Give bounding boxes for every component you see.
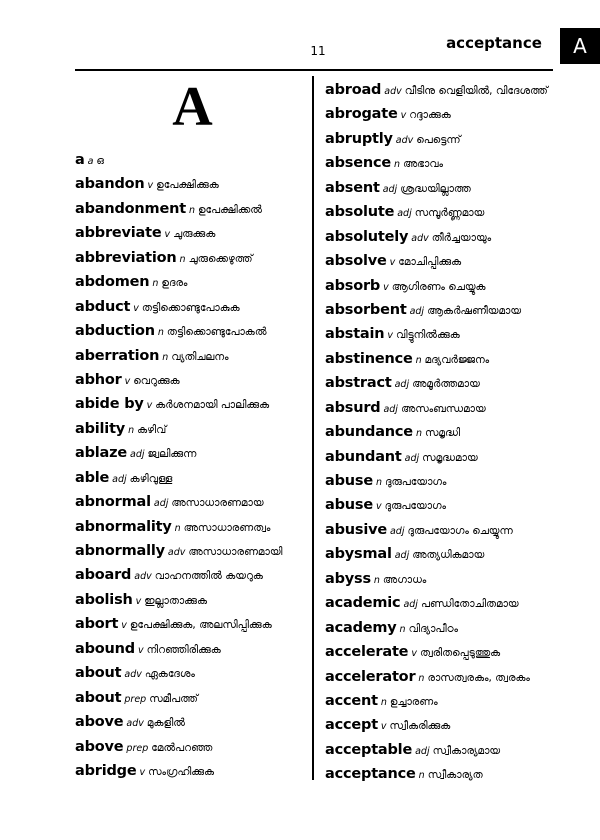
part-of-speech: n — [418, 672, 425, 684]
headword: able — [75, 469, 110, 486]
dictionary-entry — [75, 150, 307, 173]
meaning: സമൃദ്ധി — [424, 427, 461, 440]
meaning: ദുരുപയോഗം ചെയ്യുന്ന — [407, 524, 513, 537]
part-of-speech: adj — [382, 183, 398, 195]
meaning: സംഗ്രഹിക്കുക — [148, 765, 215, 778]
part-of-speech: adj — [397, 208, 412, 220]
dictionary-entry — [325, 251, 557, 274]
part-of-speech: adv — [134, 571, 152, 583]
dictionary-entry — [325, 373, 557, 396]
meaning: ഉപേക്ഷിക്കുക, അലസിപ്പിക്കുക — [129, 619, 272, 632]
dictionary-entry — [325, 447, 557, 470]
meaning: സ്വീകരിക്കുക — [389, 720, 451, 733]
part-of-speech: v — [380, 721, 387, 733]
headword: abnormality — [75, 518, 172, 535]
meaning: വ്യതിചലനം — [171, 350, 229, 363]
dictionary-entry — [75, 590, 307, 613]
headword: accelerator — [325, 668, 416, 685]
headword: academic — [325, 595, 401, 612]
meaning: വീടിനു വെളിയിൽ, വിദേശത്ത് — [404, 85, 548, 97]
dictionary-entry — [75, 492, 307, 515]
meaning: കഴിവ് — [137, 423, 167, 436]
dictionary-entry — [75, 272, 307, 295]
part-of-speech: v — [146, 400, 153, 412]
headword: abhor — [75, 371, 122, 388]
right-column — [325, 80, 557, 789]
headword: abruptly — [325, 130, 393, 147]
part-of-speech: n — [128, 424, 135, 436]
headword: absolve — [325, 253, 387, 270]
headword: abysmal — [325, 546, 392, 563]
part-of-speech: adj — [153, 498, 169, 510]
header-rule — [75, 69, 553, 71]
part-of-speech: prep — [126, 742, 149, 754]
part-of-speech: n — [179, 253, 186, 265]
headword: abridge — [75, 762, 137, 779]
meaning: കർശനമായി പാലിക്കുക — [155, 399, 270, 412]
dictionary-entry — [75, 370, 307, 393]
dictionary-entry — [325, 129, 557, 152]
dictionary-entry — [75, 639, 307, 662]
dictionary-entry — [325, 153, 557, 176]
headword: abduction — [75, 323, 155, 340]
meaning: ഒ — [96, 155, 104, 167]
headword: abnormally — [75, 543, 165, 559]
part-of-speech: n — [418, 770, 425, 782]
meaning: ഉച്ചാരണം — [389, 695, 438, 708]
part-of-speech: v — [383, 281, 389, 293]
part-of-speech: adj — [404, 452, 420, 464]
headword: a — [75, 152, 85, 168]
headword: abort — [75, 616, 119, 633]
headword: abusive — [325, 521, 387, 538]
part-of-speech: v — [411, 648, 417, 660]
headword: accelerate — [325, 644, 409, 661]
dictionary-entry — [75, 663, 307, 686]
part-of-speech: a — [87, 156, 94, 167]
column-divider — [312, 76, 314, 780]
headword: abbreviate — [75, 225, 162, 242]
part-of-speech: adv — [384, 86, 402, 97]
part-of-speech: v — [137, 644, 144, 656]
headword: abdomen — [75, 274, 150, 291]
headword: abuse — [325, 473, 373, 489]
meaning: ജ്വലിക്കുന്ന — [147, 448, 197, 461]
part-of-speech: adv — [395, 134, 414, 146]
meaning: നിറഞ്ഞിരിക്കുക — [146, 643, 221, 656]
dictionary-entry — [325, 398, 557, 421]
meaning: ഇല്ലാതാക്കുക — [144, 594, 207, 607]
headword: abduct — [75, 298, 131, 315]
headword: abrogate — [325, 106, 398, 123]
part-of-speech: n — [188, 204, 195, 216]
part-of-speech: n — [174, 522, 181, 534]
dictionary-entry — [75, 394, 307, 417]
part-of-speech: adj — [394, 550, 410, 562]
part-of-speech: v — [389, 257, 396, 269]
headword: abound — [75, 640, 135, 657]
headword: absolute — [325, 204, 395, 221]
dictionary-entry — [325, 300, 557, 323]
dictionary-entry — [325, 691, 557, 714]
part-of-speech: adj — [130, 449, 145, 461]
dictionary-entry — [75, 174, 307, 197]
meaning: തട്ടിക്കൊണ്ടുപോകുക — [141, 301, 240, 314]
meaning: അസാധാരണമായ — [171, 497, 264, 510]
headword: about — [75, 665, 122, 682]
dictionary-entry — [75, 321, 307, 344]
dictionary-entry — [75, 223, 307, 246]
headword: absence — [325, 155, 391, 172]
part-of-speech: v — [164, 229, 171, 241]
part-of-speech: v — [375, 501, 382, 513]
letter-tab: A — [560, 28, 600, 64]
headword: accent — [325, 692, 378, 709]
headword: absurd — [325, 399, 381, 416]
dictionary-entry — [75, 688, 307, 711]
part-of-speech: n — [380, 696, 387, 708]
dictionary-entry — [75, 517, 307, 540]
dictionary-entry — [75, 712, 307, 735]
dictionary-entry — [325, 202, 557, 225]
part-of-speech: adv — [411, 232, 429, 244]
dictionary-entry — [325, 324, 557, 347]
dictionary-entry — [325, 667, 557, 690]
part-of-speech: adj — [394, 379, 410, 391]
dictionary-entry — [325, 276, 557, 299]
dictionary-entry — [75, 614, 307, 637]
dictionary-entry — [75, 761, 307, 784]
meaning: അസാധാരണമായി — [188, 546, 283, 558]
meaning: വാഹനത്തിൽ കയറുക — [154, 570, 263, 583]
headword: above — [75, 738, 124, 755]
headword: abbreviation — [75, 249, 177, 266]
meaning: അമൂർത്തമായ — [412, 378, 480, 391]
part-of-speech: v — [124, 375, 131, 387]
meaning: മോചിപ്പിക്കുക — [398, 256, 462, 269]
meaning: പണ്ഡിതോചിതമായ — [420, 598, 519, 611]
dictionary-entry — [75, 297, 307, 320]
meaning: അത്യധികമായ — [412, 549, 485, 562]
headword: absent — [325, 179, 380, 196]
meaning: അഗാധം — [382, 573, 427, 586]
dictionary-entry — [325, 593, 557, 616]
meaning: ദുരുപയോഗം — [384, 500, 446, 513]
meaning: തട്ടിക്കൊണ്ടുപോകൽ — [166, 326, 267, 339]
meaning: ശ്രദ്ധയില്ലാത്ത — [400, 182, 471, 195]
part-of-speech: adj — [415, 745, 430, 757]
meaning: കഴിവുള്ള — [129, 472, 173, 485]
meaning: മുകളിൽ — [146, 717, 185, 730]
part-of-speech: v — [121, 620, 127, 632]
meaning: വെറുക്കുക — [133, 374, 180, 387]
page-number: 11 — [310, 44, 326, 58]
part-of-speech: prep — [124, 693, 147, 705]
part-of-speech: v — [139, 766, 146, 778]
dictionary-entry — [75, 468, 307, 491]
headword: aberration — [75, 347, 160, 364]
dictionary-entry — [325, 764, 557, 787]
headword: abstract — [325, 375, 392, 392]
headword: acceptance — [325, 766, 416, 783]
dictionary-entry — [325, 569, 557, 592]
part-of-speech: adj — [389, 525, 405, 537]
meaning: ചുരുക്കുക — [173, 228, 216, 241]
part-of-speech: v — [135, 595, 142, 607]
dictionary-entry — [325, 80, 557, 103]
part-of-speech: adj — [112, 473, 127, 485]
headword: abide by — [75, 396, 144, 413]
dictionary-entry — [75, 737, 307, 760]
dictionary-entry — [325, 740, 557, 763]
part-of-speech: adj — [409, 305, 425, 317]
dictionary-entry — [75, 541, 307, 564]
part-of-speech: n — [399, 623, 406, 635]
dictionary-entry — [75, 248, 307, 271]
section-letter: A — [172, 76, 213, 138]
meaning: അഭാവം — [403, 158, 443, 171]
dictionary-entry — [75, 346, 307, 369]
dictionary-entry — [325, 227, 557, 250]
dictionary-entry — [75, 565, 307, 588]
dictionary-entry — [325, 544, 557, 567]
meaning: പെട്ടെന്ന് — [416, 133, 461, 146]
part-of-speech: v — [387, 330, 394, 342]
meaning: ഉദരം — [161, 277, 188, 290]
part-of-speech: v — [147, 180, 154, 192]
headword: abuse — [325, 497, 373, 514]
dictionary-entry — [325, 104, 557, 127]
headword: accept — [325, 717, 378, 734]
headword: academy — [325, 619, 397, 636]
dictionary-entry — [325, 349, 557, 372]
meaning: റദ്ദാക്കുക — [409, 109, 451, 122]
headword: abolish — [75, 591, 133, 608]
left-column — [75, 150, 307, 785]
meaning: വിട്ടുനിൽക്കുക — [396, 329, 460, 342]
headword: abstinence — [325, 350, 413, 367]
part-of-speech: adj — [403, 599, 418, 611]
headword: aboard — [75, 567, 132, 584]
part-of-speech: n — [162, 351, 169, 363]
dictionary-entry — [75, 199, 307, 222]
part-of-speech: adv — [126, 718, 144, 730]
meaning: അസാധാരണത്വം — [183, 521, 271, 534]
dictionary-entry — [325, 422, 557, 445]
dictionary-entry — [325, 495, 557, 518]
part-of-speech: n — [415, 428, 422, 440]
dictionary-entry — [325, 178, 557, 201]
meaning: സമീപത്ത് — [149, 692, 198, 705]
meaning: മദ്യവർജ്ജനം — [424, 353, 490, 366]
part-of-speech: v — [133, 302, 139, 314]
headword: ability — [75, 420, 126, 437]
meaning: വിദ്യാപീഠം — [408, 622, 459, 635]
headword: about — [75, 689, 122, 706]
meaning: സ്വീകാര്യത — [427, 769, 483, 782]
part-of-speech: n — [373, 574, 380, 586]
headword: abroad — [325, 82, 382, 98]
meaning: സ്വീകാര്യമായ — [432, 744, 501, 757]
meaning: സമൃദ്ധമായ — [422, 451, 478, 464]
headword: absorb — [325, 277, 381, 294]
part-of-speech: adj — [383, 403, 398, 415]
dictionary-entry — [325, 520, 557, 543]
meaning: രാസത്വരകം, ത്വരകം — [427, 671, 530, 684]
headword: abundance — [325, 424, 413, 441]
headword: abstain — [325, 326, 385, 343]
dictionary-entry — [325, 471, 557, 494]
part-of-speech: n — [393, 159, 401, 171]
dictionary-entry — [75, 443, 307, 466]
meaning: ഏകദേശം — [144, 668, 195, 681]
part-of-speech: n — [375, 477, 382, 488]
dictionary-entry — [75, 419, 307, 442]
headword: abyss — [325, 570, 371, 587]
headword: acceptable — [325, 741, 413, 758]
headword: absolutely — [325, 228, 409, 245]
part-of-speech: n — [157, 327, 164, 339]
dictionary-entry — [325, 715, 557, 738]
headword: absorbent — [325, 301, 407, 318]
guide-word: acceptance — [446, 34, 542, 52]
meaning: സമ്പൂർണ്ണമായ — [414, 207, 485, 220]
headword: abnormal — [75, 494, 151, 511]
meaning: അസംബന്ധമായ — [400, 402, 486, 415]
meaning: ആഗിരണം ചെയ്യുക — [391, 280, 486, 293]
headword: abundant — [325, 448, 402, 465]
headword: abandon — [75, 176, 145, 193]
meaning: ഉപേക്ഷിക്കുക — [156, 179, 219, 192]
headword: abandonment — [75, 200, 186, 217]
meaning: ചുരുക്കെഴുത്ത് — [188, 252, 253, 265]
meaning: ത്വരിതപ്പെടുത്തുക — [419, 647, 501, 660]
meaning: മേൽപറഞ്ഞ — [151, 741, 213, 754]
headword: above — [75, 714, 124, 731]
meaning: ഉപേക്ഷിക്കൽ — [197, 203, 262, 216]
meaning: തീർച്ചയായും — [431, 231, 492, 244]
headword: ablaze — [75, 445, 127, 462]
part-of-speech: v — [400, 110, 407, 122]
part-of-speech: adv — [167, 547, 186, 558]
dictionary-entry — [325, 642, 557, 665]
part-of-speech: adv — [124, 669, 142, 681]
meaning: ദുരുപയോഗം — [384, 476, 447, 488]
part-of-speech: n — [415, 354, 422, 366]
dictionary-entry — [325, 618, 557, 641]
meaning: ആകർഷണീയമായ — [427, 304, 522, 317]
part-of-speech: n — [152, 278, 159, 290]
